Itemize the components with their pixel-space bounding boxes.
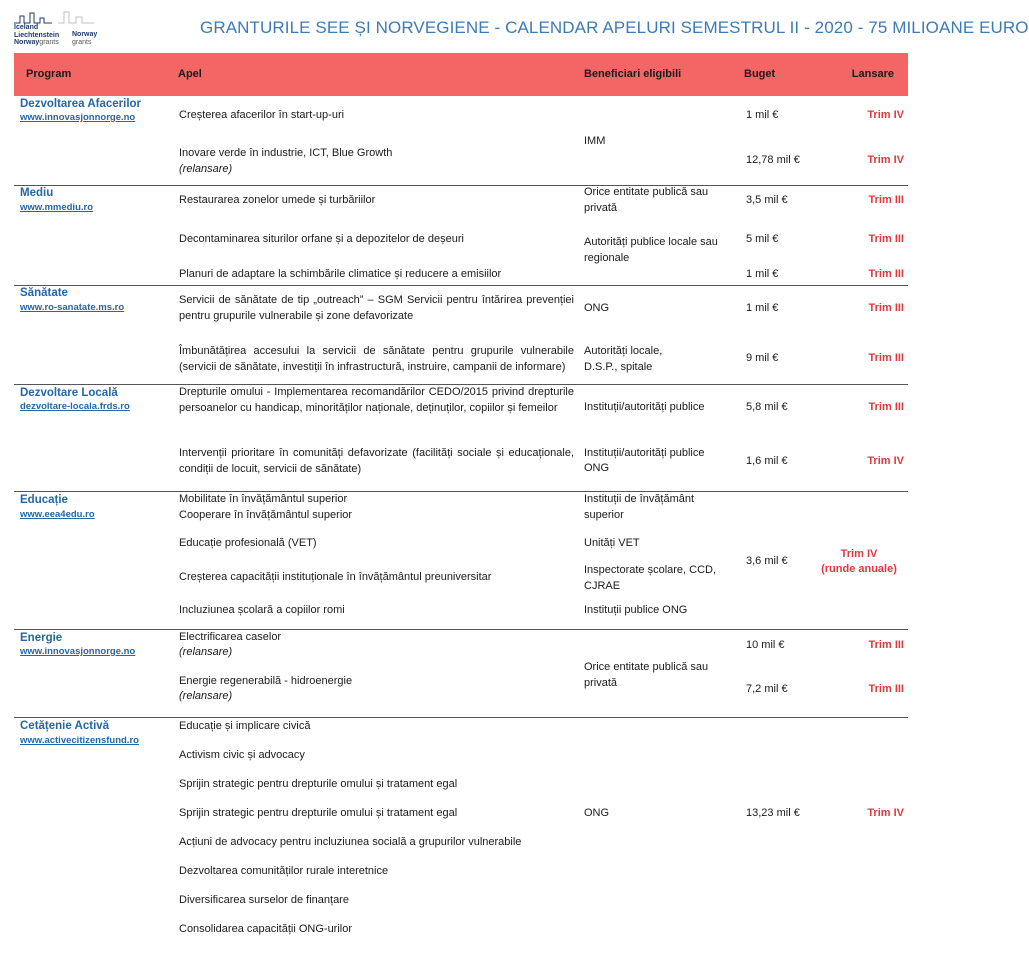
buget-value: 9 mil € xyxy=(746,352,779,364)
city-skyline-icon xyxy=(14,10,104,24)
buget-value: 5,8 mil € xyxy=(746,401,788,413)
lansare-value: Trim III xyxy=(868,268,904,280)
beneficiar: Orice entitate publică sau privată xyxy=(584,186,709,214)
apel-item: Electrificarea caselor xyxy=(179,631,282,643)
row-separator xyxy=(14,491,908,492)
apel-item: Creșterea afacerilor în start-up-uri xyxy=(179,109,345,121)
lansare-value: Trim IV xyxy=(867,109,904,121)
beneficiar: D.S.P., spitale xyxy=(584,361,653,373)
eea-norway-grants-logo xyxy=(14,10,104,48)
apel-item: Educație profesională (VET) xyxy=(179,537,317,549)
lansare-value: Trim III xyxy=(868,302,904,314)
program-url[interactable]: www.ro-sanatate.ms.ro xyxy=(20,302,125,313)
header-beneficiari: Beneficiari eligibili xyxy=(584,68,682,80)
lansare-value: Trim IV xyxy=(840,548,878,560)
logo-line-4: grants xyxy=(39,39,59,46)
logo-right-1: Norway xyxy=(72,31,98,38)
program-name: Dezvoltarea Afacerilor xyxy=(20,98,142,110)
buget-value: 1,6 mil € xyxy=(746,455,788,467)
apel-item: Planuri de adaptare la schimbările climatice și reducere a emisiilor xyxy=(179,268,502,280)
lansare-value: Trim IV xyxy=(867,807,904,819)
apel-item: Intervenții prioritare în comunități defavorizate (facilități sociale și educaționale, condiții de locuit, servicii de sănătate) xyxy=(179,447,574,475)
header-apel: Apel xyxy=(178,68,202,80)
page-title: GRANTURILE SEE ȘI NORVEGIENE - CALENDAR APELURI SEMESTRUL II - 2020 - 75 MILIOANE EURO xyxy=(200,18,1029,37)
buget-value: 7,2 mil € xyxy=(746,683,788,695)
beneficiar: IMM xyxy=(584,135,606,147)
apel-note: (relansare) xyxy=(179,690,233,702)
apel-item: Cooperare în învățământul superior xyxy=(179,509,353,521)
apel-item: Restaurarea zonelor umede și turbăriilor xyxy=(179,194,376,206)
logo-line-1: Iceland xyxy=(14,24,39,31)
row-separator xyxy=(14,285,908,286)
apel-item: Mobilitate în învățământul superior xyxy=(179,493,348,505)
apel-item: Activism civic și advocacy xyxy=(179,749,305,761)
apel-item: Dezvoltarea comunităților rurale interetnice xyxy=(179,865,389,877)
apel-item: Drepturile omului - Implementarea recomandărilor CEDO/2015 privind drepturile persoanelor cu handicap, minorităților naționale, deținuților, copiilor și femeilor xyxy=(179,386,574,414)
program-name: Mediu xyxy=(20,187,54,199)
lansare-note: (runde anuale) xyxy=(821,563,897,575)
apel-item: Incluziunea școlară a copiilor romi xyxy=(179,604,345,616)
program-url[interactable]: www.innovasjonnorge.no xyxy=(20,646,136,657)
lansare-value: Trim III xyxy=(868,352,904,364)
table-header xyxy=(14,53,908,96)
beneficiar: Autorități locale, xyxy=(584,345,663,357)
buget-value: 12,78 mil € xyxy=(746,154,800,166)
program-url[interactable]: www.activecitizensfund.ro xyxy=(20,735,139,746)
header-buget: Buget xyxy=(744,68,776,80)
buget-value: 3,5 mil € xyxy=(746,194,788,206)
lansare-value: Trim III xyxy=(868,639,904,651)
lansare-value: Trim IV xyxy=(867,455,904,467)
lansare-value: Trim III xyxy=(868,194,904,206)
program-name: Sănătate xyxy=(20,287,68,299)
program-url[interactable]: www.eea4edu.ro xyxy=(20,509,95,520)
beneficiar: Orice entitate publică sau privată xyxy=(584,661,709,689)
row-separator xyxy=(14,717,908,718)
program-url[interactable]: www.innovasjonnorge.no xyxy=(20,112,136,123)
apel-item: Decontaminarea siturilor orfane și a depozitelor de deșeuri xyxy=(179,233,464,245)
program-url[interactable]: dezvoltare-locala.frds.ro xyxy=(20,401,130,412)
apel-item: Energie regenerabilă - hidroenergie xyxy=(179,675,353,687)
beneficiar: Instituții/autorități publice xyxy=(584,401,705,413)
program-name: Cetățenie Activă xyxy=(20,720,110,732)
buget-value: 1 mil € xyxy=(746,302,779,314)
program-name: Energie xyxy=(20,632,63,644)
apel-item: Consolidarea capacității ONG-urilor xyxy=(179,923,353,935)
beneficiar: Unități VET xyxy=(584,537,640,549)
apel-item: Educație și implicare civică xyxy=(179,720,311,732)
beneficiar: ONG xyxy=(584,302,610,314)
buget-value: 5 mil € xyxy=(746,233,779,245)
program-url[interactable]: www.mmediu.ro xyxy=(20,202,94,213)
lansare-value: Trim III xyxy=(868,683,904,695)
buget-value: 1 mil € xyxy=(746,268,779,280)
logo-line-2: Liechtenstein xyxy=(14,31,60,39)
buget-value: 1 mil € xyxy=(746,109,779,121)
beneficiar: Instituții/autorități publice xyxy=(584,447,705,459)
row-separator xyxy=(14,185,908,186)
apel-item: Diversificarea surselor de finanțare xyxy=(179,894,349,906)
apel-item: Creșterea capacității instituționale în învățământul preuniversitar xyxy=(179,571,492,583)
beneficiar: Inspectorate școlare, CCD, CJRAE xyxy=(584,564,717,592)
buget-value: 10 mil € xyxy=(746,639,785,651)
apel-item: Sprijin strategic pentru drepturile omului și tratament egal xyxy=(179,778,458,790)
beneficiar: ONG xyxy=(584,807,610,819)
program-name: Dezvoltare Locală xyxy=(20,387,118,399)
apel-item: Inovare verde în industrie, ICT, Blue Growth xyxy=(179,147,393,159)
apel-item: Sprijin strategic pentru drepturile omului și tratament egal xyxy=(179,807,458,819)
header-program: Program xyxy=(26,68,72,80)
apel-item: Acțiuni de advocacy pentru incluziunea socială a grupurilor vulnerabile xyxy=(179,836,522,848)
lansare-value: Trim IV xyxy=(867,154,904,166)
lansare-value: Trim III xyxy=(868,401,904,413)
buget-value: 3,6 mil € xyxy=(746,555,788,567)
beneficiar: Autorități publice locale sau regionale xyxy=(584,236,718,264)
header-lansare: Lansare xyxy=(851,68,894,80)
apel-item: Îmbunătățirea accesului la servicii de sănătate pentru grupurile vulnerabile (servicii de sănătate, investiții în infrastructură, instruire, campanii de informare) xyxy=(179,345,574,373)
beneficiar: ONG xyxy=(584,462,610,474)
logo-right-2: grants xyxy=(72,38,92,46)
buget-value: 13,23 mil € xyxy=(746,807,800,819)
apel-note: (relansare) xyxy=(179,163,233,175)
logo-line-3: Norway xyxy=(14,39,40,46)
apel-note: (relansare) xyxy=(179,646,233,658)
lansare-value: Trim III xyxy=(868,233,904,245)
apel-item: Servicii de sănătate de tip „outreach” – SGM Servicii pentru întărirea prevenției pentru grupurile vulnerabile și zone defavorizate xyxy=(179,294,574,322)
beneficiar: Instituții publice ONG xyxy=(584,604,688,616)
beneficiar: Instituții de învățământ superior xyxy=(584,493,695,521)
program-name: Educație xyxy=(20,494,68,506)
row-separator xyxy=(14,629,908,630)
